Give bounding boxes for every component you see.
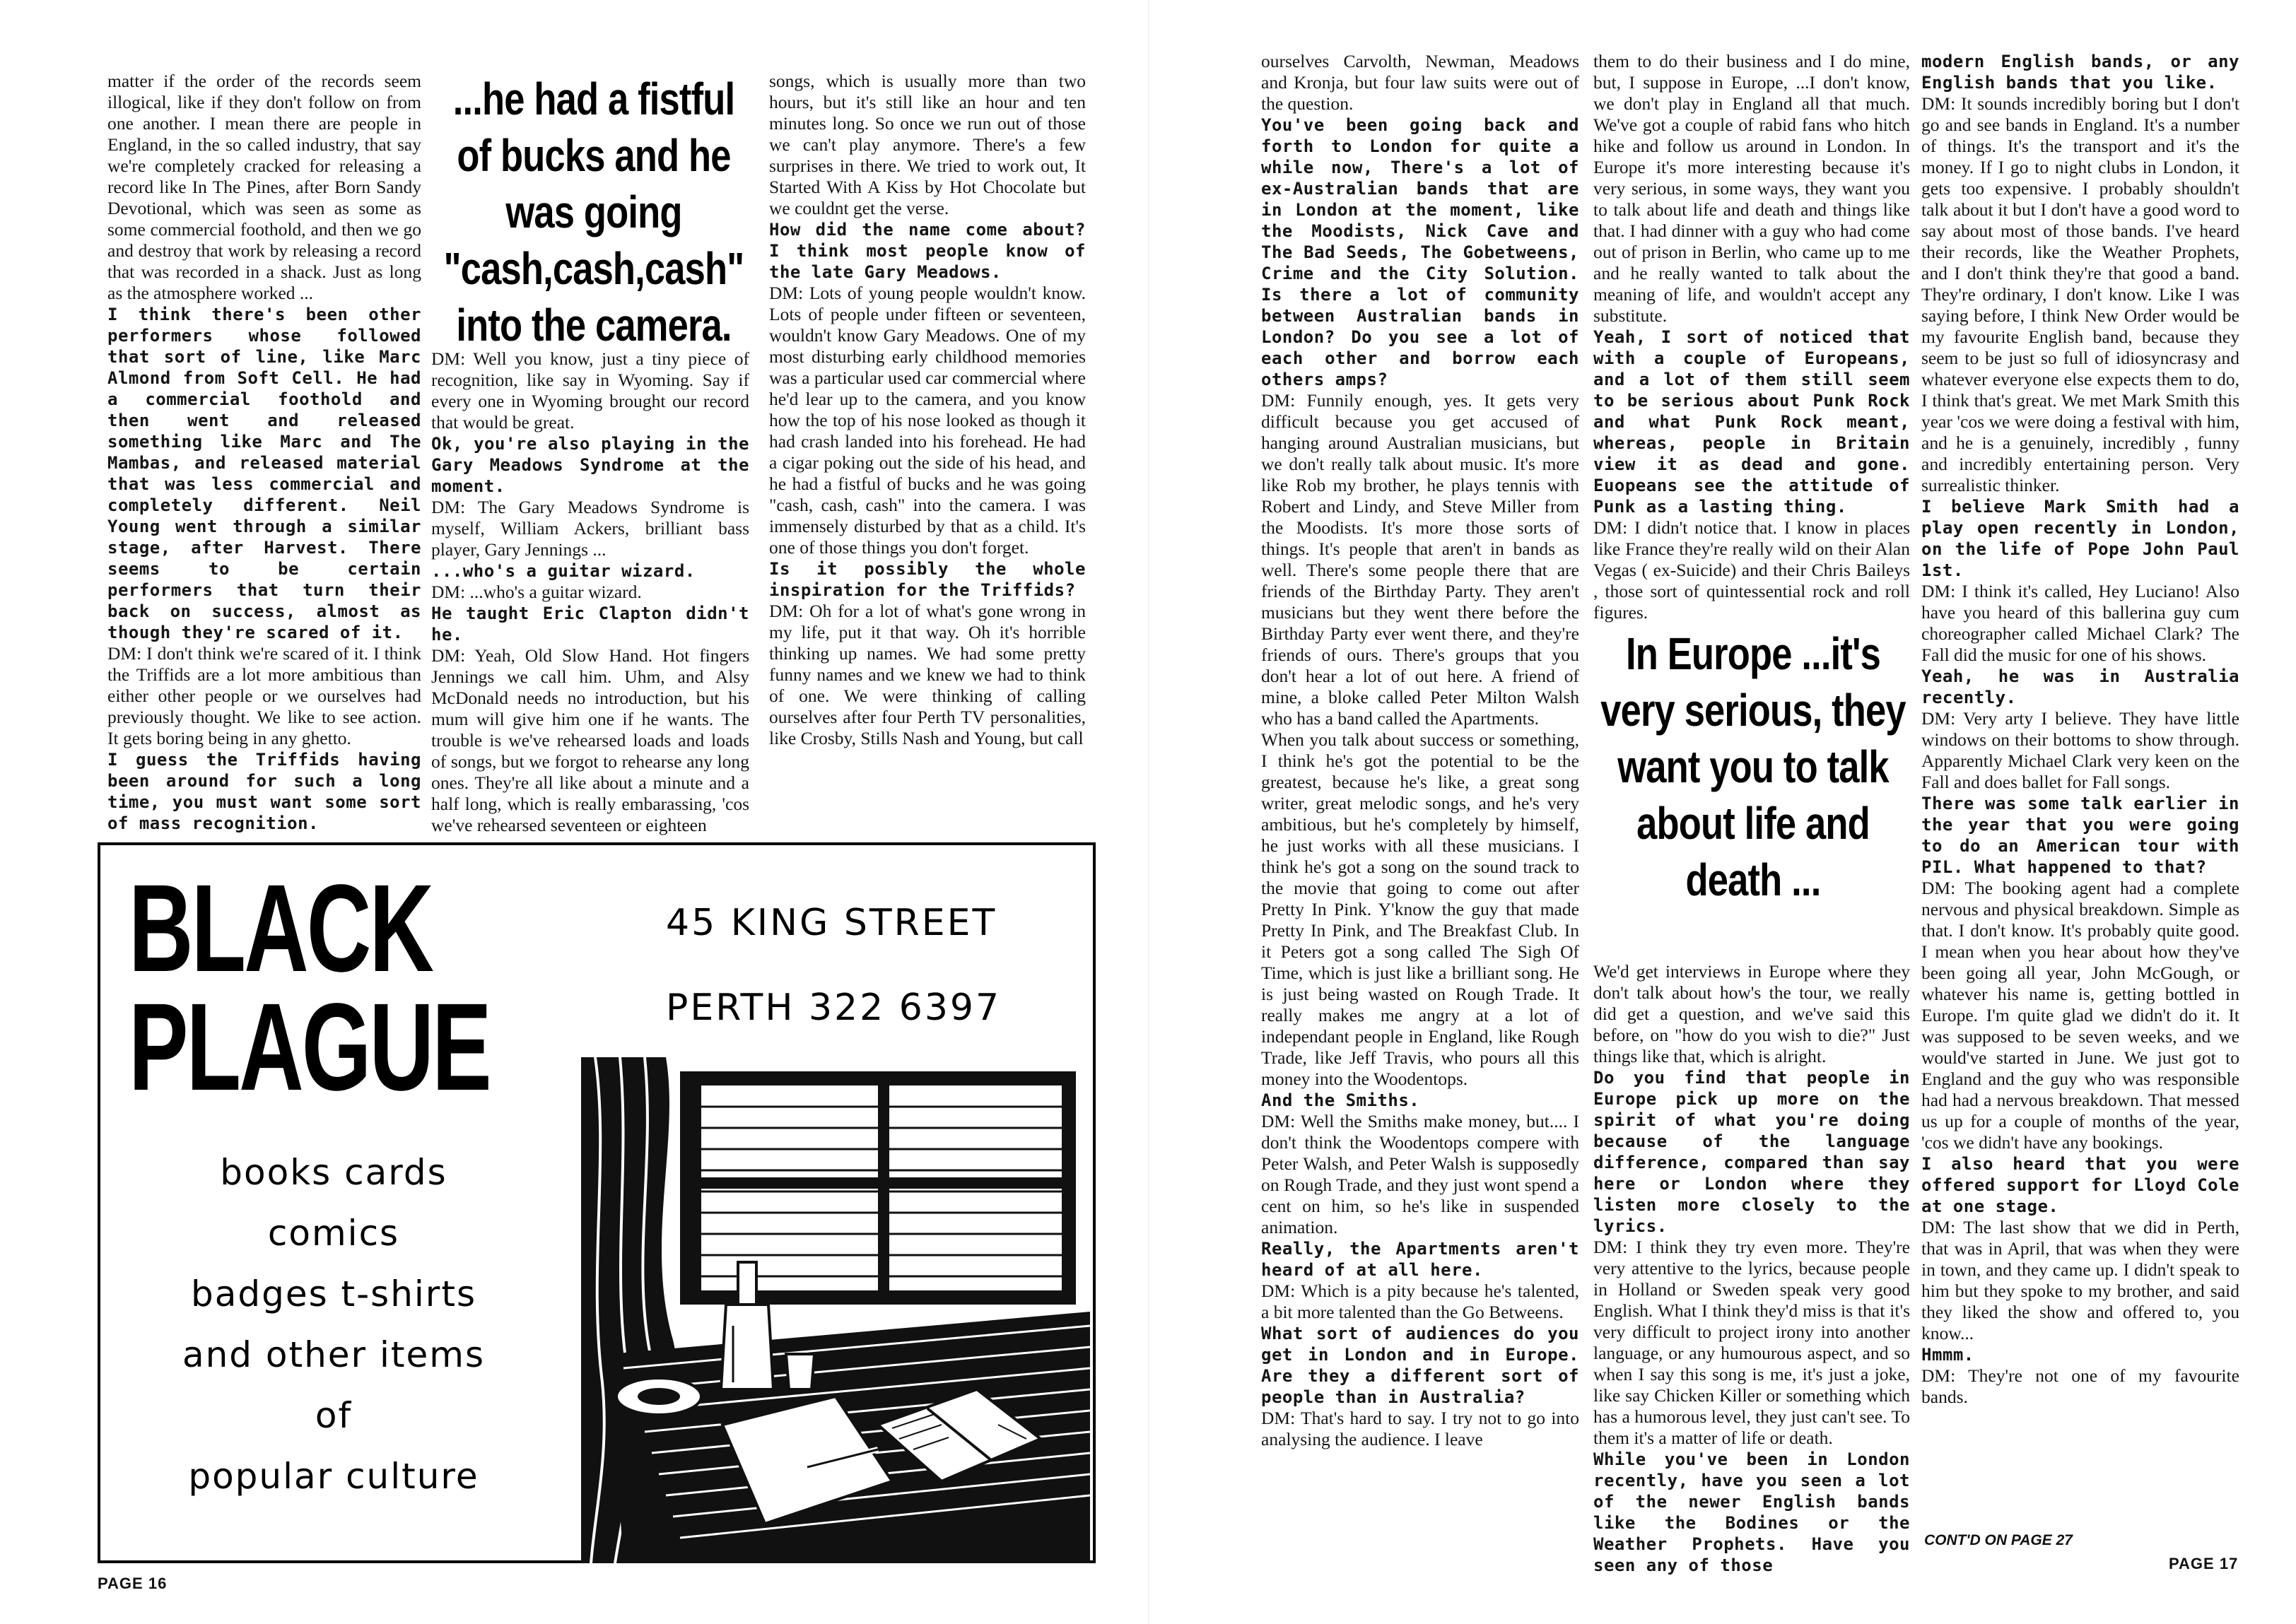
column-5-top bbox=[1593, 51, 1910, 623]
interview-answer: ourselves Carvolth, Newman, Meadows and Kronja, but four law suits were out of the question. bbox=[1261, 51, 1579, 114]
ad-title bbox=[129, 859, 490, 1117]
interview-question: ...who's a guitar wizard. bbox=[431, 561, 696, 581]
ad-item: badges t-shirts bbox=[190, 1273, 477, 1314]
ad-title-line-1: BLACK bbox=[129, 859, 433, 998]
interview-question: And the Smiths. bbox=[1261, 1090, 1420, 1110]
interview-question: You've been going back and forth to London for quite a while now, There's a lot of ex-Australian bands that are in London at the moment, like the Moodists, Nick Cave and The Bad Seeds, The Gobetweens, Crime and the City Solution. Is there a lot of community between Australian bands in London? Do you see a lot of each other and borrow each others amps? bbox=[1261, 115, 1579, 389]
interview-question: Yeah, he was in Australia recently. bbox=[1921, 666, 2239, 707]
page-number-left: PAGE 16 bbox=[98, 1575, 168, 1592]
interview-question: modern English bands, or any English bands that you like. bbox=[1921, 52, 2239, 93]
column-3 bbox=[769, 71, 1086, 834]
interview-question: I think there's been other performers whose followed that sort of line, like Marc Almond from Soft Cell. He had a commercial foothold and then went and released something like Marc and The Mambas, and released material that was less commercial and completely different. Neil Young went through a similar stage, after Harvest. There seems to be certain performers that turn their back on success, almost as though they're scared of it. bbox=[107, 305, 421, 642]
interview-answer: DM: Very arty I believe. They have little windows on their bottoms to show through. Apparently Michael Clark very keen on the Fall and does ballet for Fall songs. bbox=[1921, 708, 2239, 792]
interview-question: Really, the Apartments aren't heard of at all here. bbox=[1261, 1239, 1579, 1280]
column-4 bbox=[1261, 51, 1579, 1556]
black-plague-advertisement bbox=[98, 842, 1096, 1563]
interview-answer: DM: It sounds incredibly boring but I don't go and see bands in England. It's a number of things. It's the transport and it's the money. If I go to night clubs in London, it gets too expensive. I probably shouldn't talk about it but I don't have a good word to say about most of those bands. I've heard their records, like the Weather Prophets, and I don't think they're that good a band. They're ordinary, I don't know. Like I was saying before, I think New Order would be my favourite English band, because they seem to be just so full of idiosyncrasy and whatever everyone else expects them to do, I think that's great. We met Mark Smith this year 'cos we were doing a festival with him, and he is a genuinely, incredibly , funny and incredibly entertaining person. Very surrealistic thinker. bbox=[1921, 93, 2239, 495]
interview-answer: songs, which is usually more than two hours, but it's still like an hour and ten minutes long. So once we run out of those we can't play anymore. There's a few surprises in there. We tried to work out, It Started With A Kiss by Hot Chocolate but we couldnt get the verse. bbox=[769, 71, 1086, 218]
interview-question: There was some talk earlier in the year that you were going to do an American tour with PIL. What happened to that? bbox=[1921, 794, 2239, 877]
ad-address-phone: PERTH 322 6397 bbox=[666, 987, 1002, 1029]
ad-address-street: 45 KING STREET bbox=[666, 902, 997, 944]
column-2 bbox=[431, 348, 749, 836]
column-1 bbox=[107, 71, 421, 834]
ad-items-list bbox=[143, 1142, 525, 1507]
interview-answer: DM: ...who's a guitar wizard. bbox=[431, 582, 642, 602]
interview-answer: DM: Funnily enough, yes. It gets very difficult because you get accused of hanging around Australian musicians, but we don't really talk about music. It's more like Rob my brother, he plays tennis with Robert and Lindy, and Steve Miller from the Moodists. It's more those sorts of things. It's people that aren't in bands as well. There's some people there that are friends of the Birthday Party. They aren't musicians but they went there before the Birthday Party ever went there, and they're friends of ours. There's groups that you don't hear a lot of out here. A friend of mine, a bloke called Peter Milton Walsh who has a band called the Apartments. bbox=[1261, 390, 1579, 729]
interview-answer: DM: Lots of young people wouldn't know. Lots of people under fifteen or seventeen, wouldn't know Gary Meadows. One of my most disturbing early childhood memories was a particular used car commercial where he'd lear up to the camera, and you know how the top of his nose looked as though it had crash landed into his forehead. He had a cigar poking out the side of his head, and he had a fistful of bucks and he was going "cash, cash, cash" into the camera. I was immensely disturbed by that as a child. It's one of those things you don't forget. bbox=[769, 283, 1086, 558]
interview-question: While you've been in London recently, have you seen a lot of the newer English bands like the Bodines or the Weather Prophets. Have you seen any of those bbox=[1593, 1449, 1910, 1575]
ad-item: and other items bbox=[182, 1334, 486, 1375]
interview-answer: them to do their business and I do mine, but, I suppose in Europe, ...I don't know, we don't play in England all that much. We've got a couple of rabid fans who hitch hike and follow us around in London. In Europe it's more interesting because it's very serious, in some ways, they want you to talk about life and death and things like that. I had dinner with a guy who had come out of prison in Berlin, who came up to me and he really wanted to talk about the meaning of life, and wouldn't accept any substitute. bbox=[1593, 51, 1910, 326]
interview-answer: DM: I think they try even more. They're very attentive to the lyrics, because people in Holland or Sweden speak very good English. What I think they'd miss is that it's very difficult to project irony into another language, or any humourous aspect, and so when I say this song is me, it's just a joke, like say Chicken Killer or something which has a humorous level, they just can't see. To them it's a matter of life or death. bbox=[1593, 1237, 1910, 1448]
interview-answer: matter if the order of the records seem illogical, like if they don't follow on from one another. I mean there are people in England, in the so called industry, that say we're completely cracked for releasing a record like In The Pines, after Born Sandy Devotional, which was seen as some as some commercial foothold, and then we go and destroy that work by releasing a record that was recorded in a shack. Just as long as the atmosphere worked ... bbox=[107, 71, 421, 303]
ad-address bbox=[666, 881, 1001, 1050]
interview-question: Hmmm. bbox=[1921, 1345, 1974, 1365]
interview-question: How did the name come about? I think most people know of the late Gary Meadows. bbox=[769, 220, 1086, 282]
interview-question: Do you find that people in Europe pick up more on the spirit of what you're doing because of the language difference, compared than say here or London where they listen more closely to the lyrics. bbox=[1593, 1068, 1910, 1236]
interview-answer: DM: I don't think we're scared of it. I think the Triffids are a lot more ambitious than either other people or we ourselves had previously thought. We like to see action. It gets boring being in any ghetto. bbox=[107, 643, 421, 748]
ad-title-line-2: PLAGUE bbox=[129, 978, 490, 1117]
interview-answer: DM: Which is a pity because he's talented, a bit more talented than the Go Betweens. bbox=[1261, 1281, 1579, 1322]
ad-item: of bbox=[315, 1395, 353, 1436]
interview-answer: DM: That's hard to say. I try not to go into analysing the audience. I leave bbox=[1261, 1408, 1579, 1449]
interview-answer: When you talk about success or something, I think he's got the potential to be the greatest, because he's like, a great song writer, great melodic songs, and he's very ambitious, but he's completely by himself, he just works with all these musicians. I think he's got a song on the sound track to the movie that going to come out after Pretty In Pink. Y'know the guy that made Pretty In Pink, and The Breakfast Club. In it Peters got a song called The Sigh Of Time, which is just like a brilliant song. He is just being wasted on Rough Trade. It really makes me angry at a lot of independant people in England, like Rough Trade, like Jeff Travis, who pours all this money into the Woodentops. bbox=[1261, 729, 1579, 1089]
interview-answer: DM: Well the Smiths make money, but.... I don't think the Woodentops compere with Peter Walsh, and Peter Walsh is supposedly on Rough Trade, and they just wont spend a cent on him, so he's like in suspended animation. bbox=[1261, 1111, 1579, 1237]
interview-answer: DM: Oh for a lot of what's gone wrong in my life, put it that way. Oh it's horrible thinking up names. We had some pretty funny names and we knew we had to think of one. We were thinking of calling ourselves after four Perth TV personalities, like Crosby, Stills Nash and Young, but call bbox=[769, 601, 1086, 748]
interview-question: I also heard that you were offered support for Lloyd Cole at one stage. bbox=[1921, 1154, 2239, 1216]
interview-question: What sort of audiences do you get in London and in Europe. Are they a different sort of people than in Australia? bbox=[1261, 1324, 1579, 1407]
interview-answer: DM: They're not one of my favourite bands. bbox=[1921, 1365, 2239, 1407]
interview-question: Is it possibly the whole inspiration for the Triffids? bbox=[769, 559, 1086, 600]
interview-question: I guess the Triffids having been around for such a long time, you must want some sort of mass recognition. bbox=[107, 750, 421, 833]
interview-answer: DM: I think it's called, Hey Luciano! Also have you heard of this ballerina guy cum choreographer called Michael Clark? The Fall did the music for one of his shows. bbox=[1921, 581, 2239, 665]
interview-answer: We'd get interviews in Europe where they don't talk about how's the tour, we really did get a question, and we've said this before, on "how do you wish to die?" Just things like that, which is alright. bbox=[1593, 961, 1910, 1066]
spread-gutter bbox=[1148, 0, 1149, 1624]
column-5-bottom bbox=[1593, 961, 1910, 1575]
ad-item: comics bbox=[267, 1213, 400, 1254]
interview-answer: DM: Well you know, just a tiny piece of recognition, like say in Wyoming. Say if every one in Wyoming brought our record that would be great. bbox=[431, 348, 749, 433]
interview-answer: DM: The booking agent had a complete nervous and physical breakdown. Simple as that. I don't know. It's probably quite good. I mean when you hear about how they've been going all year, John McGough, or whatever his name is, getting bottled in Europe. I'm quite glad we didn't do it. It was supposed to be seven weeks, and we would've started in June. We just got to England and the guy who was responsible had had a nervous breakdown. That messed us up for a couple of months of the year, 'cos we didn't have any bookings. bbox=[1921, 878, 2239, 1153]
interview-question: I believe Mark Smith had a play open recently in London, on the life of Pope John Paul 1st. bbox=[1921, 497, 2239, 580]
interview-question: Ok, you're also playing in the Gary Meadows Syndrome at the moment. bbox=[431, 434, 749, 496]
interview-question: Yeah, I sort of noticed that with a couple of Europeans, and a lot of them still seem to be serious about Punk Rock and what Punk Rock meant, whereas, people in Britain view it as dead and gone. Euopeans see the attitude of Punk as a lasting thing. bbox=[1593, 327, 1910, 517]
interview-answer: DM: I didn't notice that. I know in places like France they're really wild on their Alan Vegas ( ex-Suicide) and their Chris Baileys , those sort of quintessential rock and roll figures. bbox=[1593, 517, 1910, 623]
interview-answer: DM: The Gary Meadows Syndrome is myself, William Ackers, brilliant bass player, Gary Jennings ... bbox=[431, 497, 749, 560]
column-6 bbox=[1921, 51, 2239, 1521]
interview-question: He taught Eric Clapton didn't he. bbox=[431, 604, 749, 645]
interview-answer: DM: The last show that we did in Perth, that was in April, that was when they were in town, and they came up. I didn't speak to him but they spoke to my brother, and said they liked the show and offered to, you know... bbox=[1921, 1217, 2239, 1343]
desk-window-woodcut-illustration bbox=[581, 1057, 1090, 1563]
pull-quote-right: In Europe ...it's very serious, they want you to talk about life and death ... bbox=[1600, 628, 1906, 905]
interview-answer: DM: Yeah, Old Slow Hand. Hot fingers Jennings we call him. Uhm, and Alsy McDonald needs no introduction, but his mum will give him one if he wants. The trouble is we've rehearsed loads and loads of songs, but we forgot to rehearse any long ones. They're all like about a minute and a half long, which is really embarassing, 'cos we've rehearsed seventeen or eighteen bbox=[431, 645, 749, 835]
ad-item: books cards bbox=[220, 1152, 447, 1193]
page-number-right: PAGE 17 bbox=[2169, 1555, 2239, 1572]
ad-item: popular culture bbox=[188, 1456, 479, 1497]
continued-note: CONT'D ON PAGE 27 bbox=[1924, 1532, 2073, 1548]
pull-quote-left: ...he had a fistful of bucks and he was going "cash,cash,cash" into the camera. bbox=[443, 73, 744, 351]
